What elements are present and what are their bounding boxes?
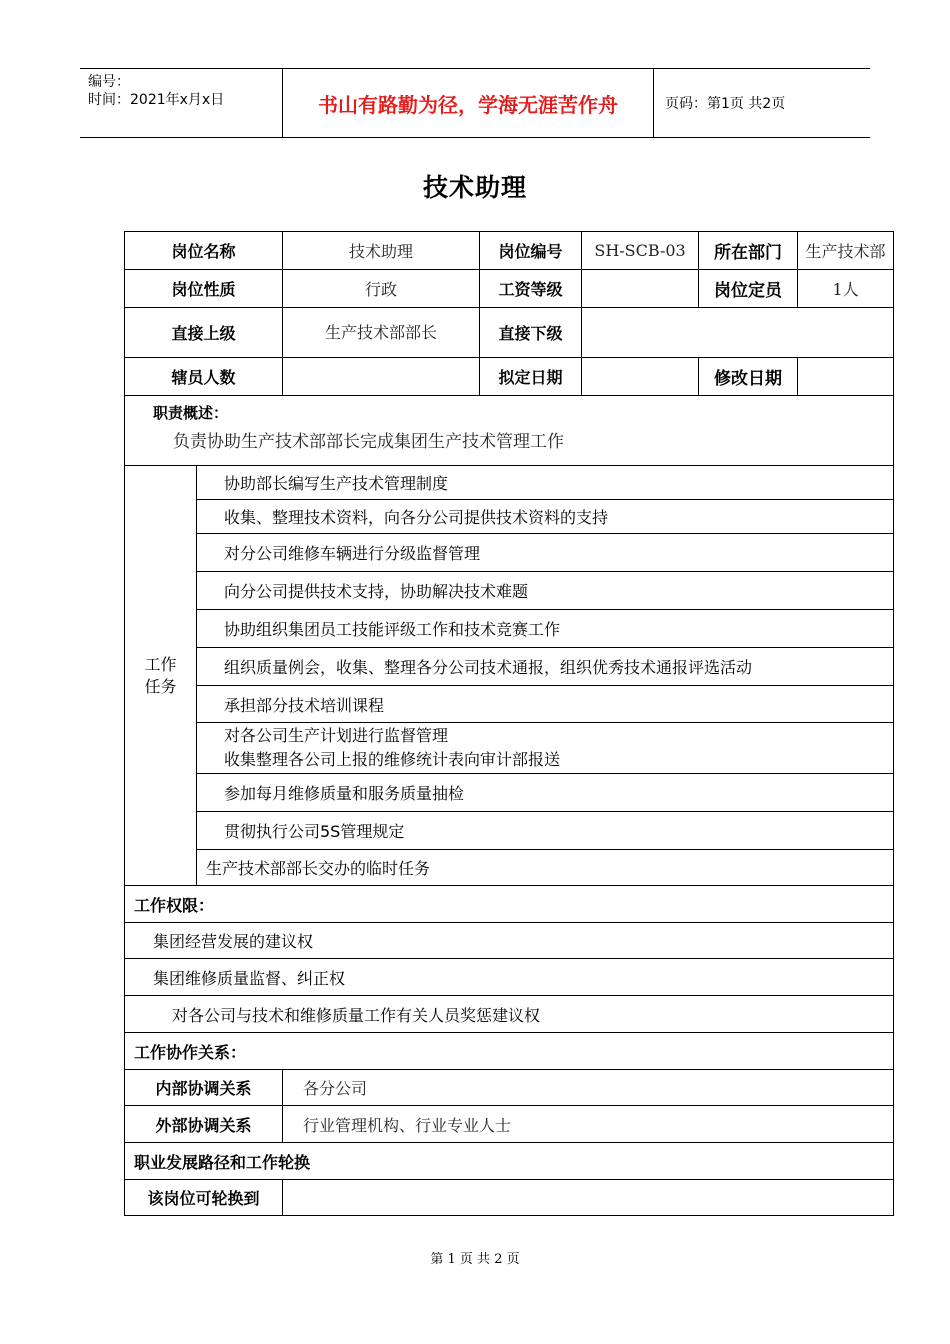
task-item: 承担部分技术培训课程 xyxy=(197,686,894,723)
task-row xyxy=(125,850,894,886)
job-description-table xyxy=(124,231,894,1216)
cooperation-row xyxy=(125,1106,894,1143)
post-code-value: SH-SCB-03 xyxy=(582,232,699,270)
internal-value: 各分公司 xyxy=(283,1070,894,1106)
task-item: 协助部长编写生产技术管理制度 xyxy=(197,466,894,500)
info-row-3 xyxy=(125,308,894,358)
duty-row xyxy=(125,396,894,466)
task-row xyxy=(125,534,894,572)
rotate-label: 该岗位可轮换到 xyxy=(125,1180,283,1216)
task-row xyxy=(125,500,894,534)
task-item: 组织质量例会，收集、整理各分公司技术通报，组织优秀技术通报评选活动 xyxy=(197,648,894,686)
task-row xyxy=(125,686,894,723)
authority-row xyxy=(125,959,894,996)
page-indicator: 页码：第1页 共2页 xyxy=(665,96,786,112)
headcount-label: 岗位定员 xyxy=(699,270,798,307)
authority-label: 工作权限： xyxy=(125,886,894,923)
salary-label: 工资等级 xyxy=(480,270,582,308)
post-code-label: 岗位编号 xyxy=(480,232,582,270)
authority-item: 集团维修质量监督、纠正权 xyxy=(125,959,894,996)
task-row xyxy=(125,648,894,686)
staff-value xyxy=(283,358,480,396)
info-row-4 xyxy=(125,358,894,396)
page-header xyxy=(80,68,870,138)
task-row xyxy=(125,723,894,774)
cooperation-label: 工作协作关系： xyxy=(125,1033,894,1070)
number-label: 编号： xyxy=(88,74,130,90)
info-row-2 xyxy=(125,270,894,308)
nature-label: 岗位性质 xyxy=(125,270,283,308)
task-item: 收集、整理技术资料，向各分公司提供技术资料的支持 xyxy=(197,500,894,534)
external-label: 外部协调关系 xyxy=(125,1106,283,1143)
rotate-value xyxy=(283,1180,894,1216)
subordinate-label: 直接下级 xyxy=(480,308,582,358)
header-meta xyxy=(80,69,283,137)
post-name-label: 岗位名称 xyxy=(125,232,283,270)
subordinate-value xyxy=(582,308,894,358)
salary-value xyxy=(582,270,699,308)
nature-value: 行政 xyxy=(283,270,480,308)
page-footer: 第 1 页 共 2 页 xyxy=(430,1252,520,1267)
task-item: 向分公司提供技术支持，协助解决技术难题 xyxy=(197,572,894,610)
authority-item: 集团经营发展的建议权 xyxy=(125,923,894,959)
superior-value: 生产技术部部长 xyxy=(283,308,480,358)
task-item: 生产技术部部长交办的临时任务 xyxy=(197,850,894,886)
dept-value: 生产技术部 xyxy=(805,242,886,261)
revise-date-value xyxy=(798,358,893,395)
career-label: 职业发展路径和工作轮换 xyxy=(125,1143,894,1180)
career-header-row xyxy=(125,1143,894,1180)
authority-row xyxy=(125,923,894,959)
internal-label: 内部协调关系 xyxy=(125,1070,283,1106)
cooperation-header-row xyxy=(125,1033,894,1070)
cooperation-row xyxy=(125,1070,894,1106)
task-row xyxy=(125,466,894,500)
revise-date-label: 修改日期 xyxy=(699,358,798,395)
info-row-1 xyxy=(125,232,894,270)
duty-label: 职责概述： xyxy=(153,404,229,422)
external-value: 行业管理机构、行业专业人士 xyxy=(283,1106,894,1143)
task-item: 协助组织集团员工技能评级工作和技术竞赛工作 xyxy=(197,610,894,648)
task-row xyxy=(125,572,894,610)
duty-text: 负责协助生产技术部部长完成集团生产技术管理工作 xyxy=(173,432,564,452)
task-item: 对分公司维修车辆进行分级监督管理 xyxy=(197,534,894,572)
task-row xyxy=(125,610,894,648)
document-title: 技术助理 xyxy=(422,173,527,202)
draft-date-label: 拟定日期 xyxy=(480,358,582,396)
task-item: 对各公司生产计划进行监督管理 收集整理各公司上报的维修统计表向审计部报送 xyxy=(197,723,894,774)
task-item: 贯彻执行公司5S管理规定 xyxy=(197,812,894,850)
header-motto: 书山有路勤为径，学海无涯苦作舟 xyxy=(283,69,654,137)
post-name-value: 技术助理 xyxy=(283,232,480,270)
authority-header-row xyxy=(125,886,894,923)
career-row xyxy=(125,1180,894,1216)
staff-label: 辖员人数 xyxy=(125,358,283,396)
task-row xyxy=(125,812,894,850)
headcount-value: 1人 xyxy=(832,280,859,299)
draft-date-value xyxy=(582,358,699,396)
authority-row xyxy=(125,996,894,1033)
dept-label: 所在部门 xyxy=(699,232,798,269)
tasks-label: 工作 任务 xyxy=(125,466,197,886)
task-item: 参加每月维修质量和服务质量抽检 xyxy=(197,774,894,812)
authority-item: 对各公司与技术和维修质量工作有关人员奖惩建议权 xyxy=(125,996,894,1033)
time-label: 时间：2021年x月x日 xyxy=(88,92,225,108)
superior-label: 直接上级 xyxy=(125,308,283,358)
task-row xyxy=(125,774,894,812)
